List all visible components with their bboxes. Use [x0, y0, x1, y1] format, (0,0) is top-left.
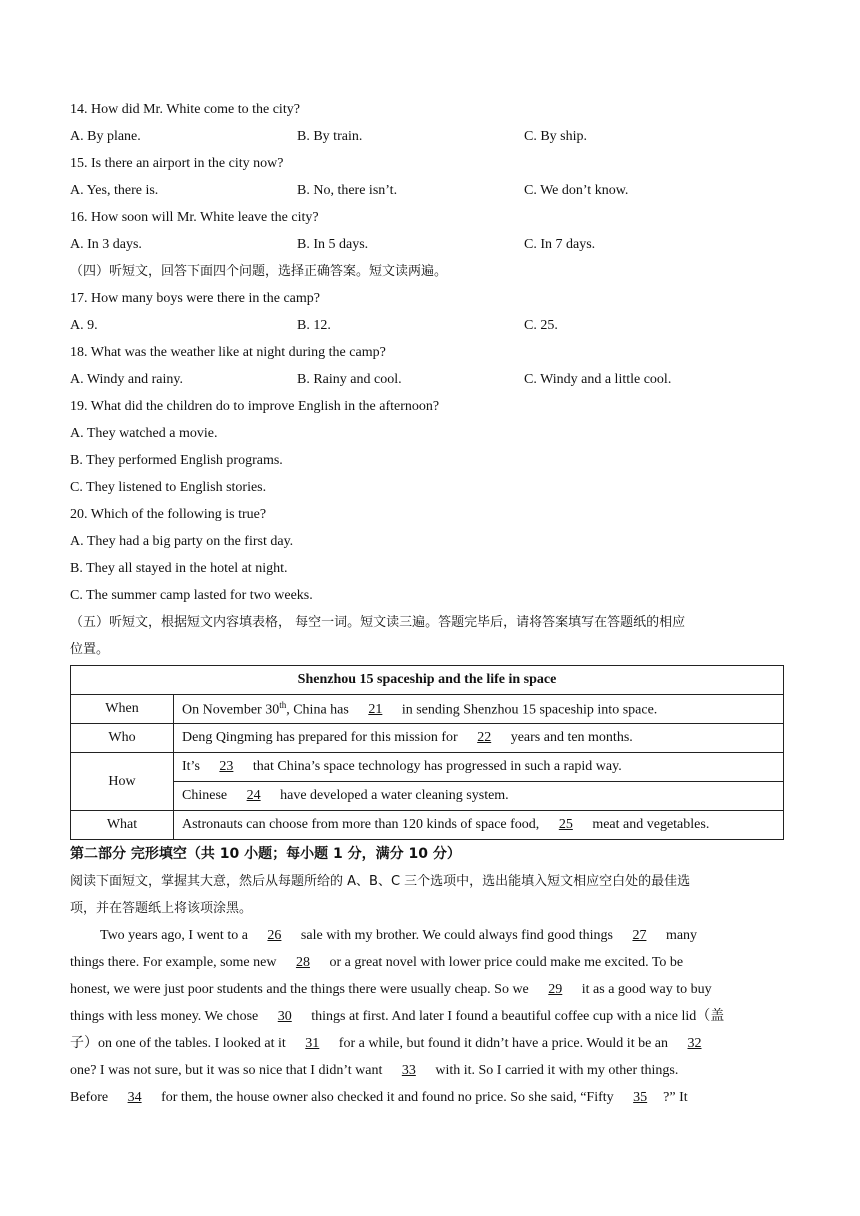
option-a: A. They had a big party on the first day.	[70, 534, 294, 549]
blank-31: 31	[305, 1036, 320, 1051]
row-content	[174, 695, 784, 724]
row-label: When	[71, 695, 174, 724]
section-5-instruction-cont: 位置。	[70, 642, 110, 657]
blank-26: 26	[267, 928, 282, 943]
blank-33: 33	[401, 1063, 416, 1078]
blank-25: 25	[558, 817, 573, 832]
blank-24: 24	[246, 788, 261, 803]
text: years and ten months.	[507, 730, 633, 745]
option-c: C. 25.	[524, 318, 558, 333]
part-2-title: 第二部分 完形填空（共 10 小题；每小题 1 分，满分 10 分）	[70, 846, 461, 862]
text: many	[662, 928, 698, 943]
blank-32: 32	[687, 1036, 702, 1051]
table-row	[71, 782, 784, 811]
row-label: Who	[71, 724, 174, 753]
text: one? I was not sure, but it was so nice that I didn’t want	[70, 1063, 386, 1078]
text: or a great novel with lower price could make me excited. To be	[325, 955, 684, 970]
question-20	[70, 501, 792, 609]
text: honest, we were just poor students and the things there were usually cheap. So we	[70, 982, 533, 997]
question-text: 14. How did Mr. White come to the city?	[70, 102, 300, 117]
passage-line	[70, 922, 792, 949]
blank-34: 34	[127, 1090, 142, 1105]
cloze-passage	[70, 922, 792, 1111]
option-c: C. They listened to English stories.	[70, 480, 267, 495]
row-content	[174, 811, 784, 840]
row-content	[174, 724, 784, 753]
text: for a while, but found it didn’t have a price. Would it be an	[335, 1036, 672, 1051]
option-a: A. In 3 days.	[70, 237, 142, 252]
text: have developed a water cleaning system.	[276, 788, 509, 803]
row-label: How	[71, 753, 174, 811]
text: things with less money. We chose	[70, 1009, 262, 1024]
text: in sending Shenzhou 15 spaceship into space.	[398, 702, 658, 718]
blank-22: 22	[477, 730, 492, 745]
text: It’s	[182, 759, 204, 774]
option-c: C. The summer camp lasted for two weeks.	[70, 588, 313, 603]
option-c: C. By ship.	[524, 129, 588, 144]
question-17	[70, 285, 792, 339]
table-row	[71, 811, 784, 840]
option-a: A. By plane.	[70, 129, 141, 144]
text: Astronauts can choose from more than 120 kinds of space food,	[182, 817, 543, 832]
table-header-row	[71, 666, 784, 695]
option-a: A. They watched a movie.	[70, 426, 218, 441]
exam-page	[70, 96, 792, 1111]
text: On November 30	[182, 702, 280, 718]
option-c: C. Windy and a little cool.	[524, 372, 672, 387]
option-b: B. 12.	[297, 318, 331, 333]
passage-line	[70, 976, 792, 1003]
passage-line	[70, 1057, 792, 1084]
text: for them, the house owner also checked it and found no price. So she said, “Fifty	[157, 1090, 618, 1105]
text: ?” It	[663, 1090, 688, 1105]
question-text: 18. What was the weather like at night during the camp?	[70, 345, 386, 360]
question-14	[70, 96, 792, 150]
option-b: B. In 5 days.	[297, 237, 369, 252]
question-text: 17. How many boys were there in the camp?	[70, 291, 320, 306]
text: Chinese	[182, 788, 231, 803]
row-content	[174, 782, 784, 811]
option-b: B. Rainy and cool.	[297, 372, 402, 387]
text: things there. For example, some new	[70, 955, 280, 970]
part-2-instruction: 阅读下面短文，掌握其大意，然后从每题所给的 A、B、C 三个选项中，选出能填入短文相应空白处的最佳选	[70, 874, 691, 889]
row-content	[174, 753, 784, 782]
text: it as a good way to buy	[578, 982, 712, 997]
question-16	[70, 204, 792, 258]
passage-line	[70, 1084, 792, 1111]
table-row	[71, 753, 784, 782]
superscript: th	[279, 699, 287, 710]
passage-line	[70, 949, 792, 976]
option-a: A. 9.	[70, 318, 98, 333]
section-5-instruction: （五）听短文，根据短文内容填表格， 每空一词。短文读三遍。答题完毕后，请将答案填写在答题纸的相应	[70, 615, 686, 630]
text: Before	[70, 1090, 112, 1105]
option-c: C. In 7 days.	[524, 237, 596, 252]
blank-29: 29	[548, 982, 563, 997]
part-2-instruction-cont: 项，并在答题纸上将该项涂黑。	[70, 901, 253, 916]
text: 子）on one of the tables. I looked at it	[70, 1036, 290, 1051]
option-b: B. By train.	[297, 129, 363, 144]
blank-27: 27	[632, 928, 647, 943]
blank-21: 21	[368, 702, 383, 718]
blank-23: 23	[219, 759, 234, 774]
option-c: C. We don’t know.	[524, 183, 629, 198]
text: Deng Qingming has prepared for this mission for	[182, 730, 462, 745]
question-text: 20. Which of the following is true?	[70, 507, 267, 522]
text: that China’s space technology has progressed in such a rapid way.	[249, 759, 622, 774]
text: sale with my brother. We could always find good things	[297, 928, 617, 943]
table-row	[71, 695, 784, 724]
text: meat and vegetables.	[588, 817, 710, 832]
question-19	[70, 393, 792, 501]
row-label: What	[71, 811, 174, 840]
fill-in-table	[70, 665, 784, 840]
table-title: Shenzhou 15 spaceship and the life in space	[71, 666, 784, 695]
question-text: 16. How soon will Mr. White leave the city?	[70, 210, 319, 225]
option-b: B. They performed English programs.	[70, 453, 283, 468]
option-a: A. Windy and rainy.	[70, 372, 183, 387]
blank-28: 28	[295, 955, 310, 970]
question-text: 19. What did the children do to improve English in the afternoon?	[70, 399, 440, 414]
section-4-instruction: （四）听短文，回答下面四个问题，选择正确答案。短文读两遍。	[70, 264, 448, 279]
passage-line	[70, 1003, 792, 1030]
blank-35: 35	[633, 1090, 648, 1105]
passage-line	[70, 1030, 792, 1057]
option-b: B. No, there isn’t.	[297, 183, 398, 198]
table-row	[71, 724, 784, 753]
option-b: B. They all stayed in the hotel at night.	[70, 561, 288, 576]
text: things at first. And later I found a beautiful coffee cup with a nice lid（盖	[307, 1009, 725, 1024]
question-15	[70, 150, 792, 204]
blank-30: 30	[277, 1009, 292, 1024]
question-text: 15. Is there an airport in the city now?	[70, 156, 284, 171]
text: Two years ago, I went to a	[100, 928, 252, 943]
option-a: A. Yes, there is.	[70, 183, 159, 198]
question-18	[70, 339, 792, 393]
text: , China has	[286, 702, 353, 718]
text: with it. So I carried it with my other things.	[431, 1063, 679, 1078]
